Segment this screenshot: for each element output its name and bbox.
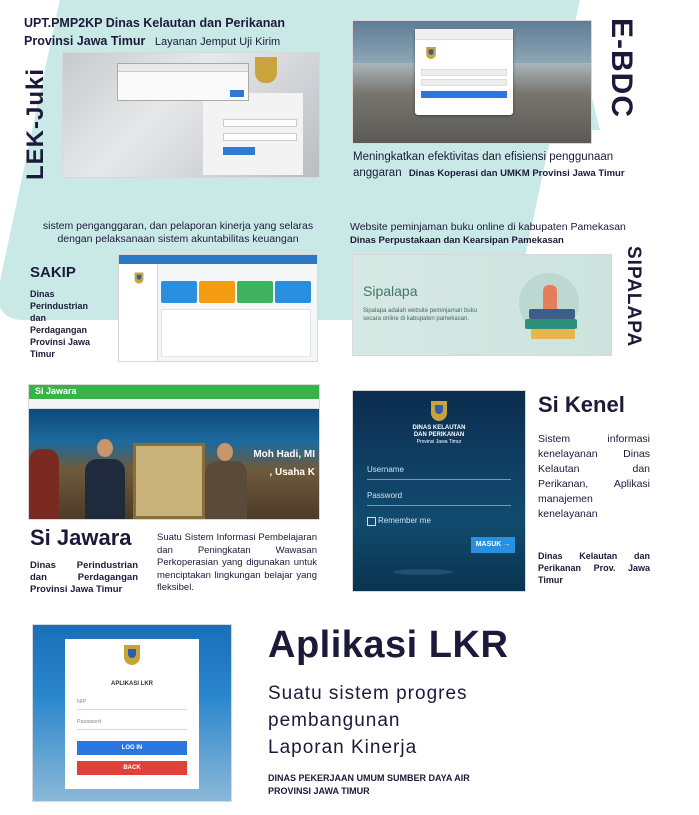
- lkr-back-button: BACK: [77, 761, 187, 775]
- jawara-ticker: [29, 399, 319, 409]
- sakip-screenshot: [118, 254, 318, 362]
- sijawara-name: Si Jawara: [30, 525, 132, 550]
- jatim-emblem: [135, 273, 144, 284]
- lkr-login-card: [65, 639, 199, 789]
- sijawara-screenshot: [28, 384, 320, 520]
- lkr-subtitle-line2: pembangunan: [268, 710, 401, 731]
- username-field: [421, 69, 507, 76]
- lekjuki-header: [24, 14, 344, 51]
- sakip-agency: Dinas Perindustrian dan Perdagangan Provinsi Jawa Timur: [30, 289, 91, 359]
- lkr-title: Aplikasi LKR: [268, 624, 509, 666]
- kenel-org3: Provinsi Jawa Timur: [416, 439, 462, 445]
- sikenel-description: Sistem informasi kenelayanan Dinas Kelautan dan Perikanan, Aplikasi manajemen kenelayanan: [538, 433, 650, 520]
- sijawara-description: Suatu Sistem Informasi Pembelajaran dan Peningkatan Wawasan Perkoperasian yang digunakan untuk menciptakan lingkungan belajar yang fleksibel.: [157, 532, 317, 593]
- person-3: [29, 449, 59, 519]
- topbar: [119, 255, 317, 264]
- sakip-description: sistem penganggaran, dan pelaporan kinerja yang selaras dengan pelaksanaan sistem akuntabilitas keuangan: [42, 220, 314, 245]
- login-button: [421, 91, 507, 98]
- kenel-org2: DAN PERIKANAN: [413, 432, 465, 438]
- sipalapa-text: [350, 220, 670, 248]
- tile-blue: [161, 281, 197, 303]
- data-table: [161, 309, 311, 357]
- ebdc-description: Meningkatkan efektivitas dan efisiensi penggunaan anggaran: [353, 151, 614, 179]
- person-2-head: [217, 443, 233, 461]
- username-field: [223, 119, 297, 127]
- person-2: [205, 461, 247, 519]
- lekjuki-title-line1: UPT.PMP2KP Dinas Kelautan dan Perikanan: [24, 16, 285, 30]
- lkr-screen-app: APLIKASI LKR: [111, 681, 153, 687]
- password-field: [223, 133, 297, 141]
- jawara-brand: Si Jawara: [35, 386, 77, 396]
- kenel-username-field: [367, 479, 511, 480]
- sikenel-name: Si Kenel: [538, 392, 625, 417]
- ebdc-screenshot: [352, 20, 592, 144]
- lkr-screen-nip: NIP: [77, 699, 87, 705]
- kenel-login-button: MASUK →: [471, 537, 515, 553]
- sikenel-screenshot: [352, 390, 526, 592]
- lekjuki-title-line2-row: [24, 32, 344, 51]
- alert-dialog: [117, 63, 249, 101]
- kenel-username-label: Username: [367, 465, 404, 474]
- ebdc-text: [353, 149, 653, 182]
- sipalapa-screen-text: Sipalapa adalah website peminjaman buku secara online di kabupaten pamekasan.: [363, 308, 478, 322]
- sikenel-agency: Dinas Kelautan dan Perikanan Prov. Jawa Timur: [538, 551, 650, 585]
- jatim-emblem: [124, 645, 140, 665]
- kenel-password-label: Password: [367, 491, 403, 500]
- lkr-screen-password: Password: [77, 719, 102, 725]
- fish-school: [393, 569, 453, 575]
- kenel-remember-label: Remember me: [378, 516, 431, 525]
- lekjuki-screenshot: [62, 52, 320, 178]
- lekjuki-title-line2: Provinsi Jawa Timur: [24, 34, 146, 48]
- lkr-agency-line2: PROVINSI JAWA TIMUR: [268, 786, 370, 796]
- ebdc-agency: Dinas Koperasi dan UMKM Provinsi Jawa Timur: [408, 168, 625, 179]
- kenel-login-label: MASUK: [475, 541, 502, 548]
- password-field: [421, 79, 507, 86]
- sipalapa-description: Website peminjaman buku online di kabupaten Pamekasan: [350, 221, 626, 233]
- jatim-emblem: [426, 47, 436, 59]
- sakip-name: SAKIP: [30, 264, 76, 281]
- lekjuki-name: LEK-Juki: [22, 67, 49, 180]
- ebdc-name: E-BDC: [605, 18, 638, 118]
- tile-blue-2: [275, 281, 311, 303]
- sijawara-agency: Dinas Perindustrian dan Perdagangan Provinsi Jawa Timur: [30, 560, 138, 595]
- book-2: [525, 319, 577, 329]
- lekjuki-service: Layanan Jemput Uji Kirim: [154, 36, 281, 48]
- jawara-overlay-text2: , Usaha K: [269, 467, 315, 478]
- book-1: [529, 309, 575, 319]
- sipalapa-screen-title: Sipalapa: [363, 283, 418, 299]
- kenel-password-field: [367, 505, 511, 506]
- person-1-head: [97, 439, 113, 457]
- lkr-login-button: LOG IN: [77, 741, 187, 755]
- sipalapa-screenshot: [352, 254, 612, 356]
- award-frame: [133, 443, 205, 519]
- lkr-agency: [268, 772, 470, 798]
- jatim-emblem: [255, 57, 277, 83]
- lkr-subtitle-line1: Suatu sistem progres: [268, 683, 468, 704]
- sipalapa-name: SIPALAPA: [623, 246, 644, 348]
- lkr-agency-line1: DINAS PEKERJAAN UMUM SUMBER DAYA AIR: [268, 773, 470, 783]
- kenel-remember-checkbox: [367, 517, 376, 526]
- kenel-org1: DINAS KELAUTAN: [412, 425, 466, 431]
- jawara-photo: [29, 409, 319, 519]
- reader-figure: [543, 285, 557, 309]
- sipalapa-agency: Dinas Perpustakaan dan Kearsipan Pamekasan: [350, 235, 564, 246]
- tile-orange: [199, 281, 235, 303]
- tile-green: [237, 281, 273, 303]
- book-3: [531, 329, 575, 339]
- ok-button: [230, 90, 244, 97]
- jawara-navbar: [29, 385, 319, 399]
- lkr-screenshot: [32, 624, 232, 802]
- jatim-emblem: [431, 401, 447, 421]
- jawara-overlay-text: Moh Hadi, MI: [253, 449, 315, 460]
- lkr-password-field: [77, 729, 187, 730]
- person-1: [85, 459, 125, 519]
- lkr-nip-field: [77, 709, 187, 710]
- kenel-org: [353, 425, 525, 446]
- lkr-subtitle-line3: Laporan Kinerja: [268, 737, 418, 758]
- login-button: [223, 147, 255, 155]
- lkr-subtitle: [268, 680, 468, 761]
- ebdc-login-card: [415, 29, 513, 115]
- sidebar: [119, 264, 158, 361]
